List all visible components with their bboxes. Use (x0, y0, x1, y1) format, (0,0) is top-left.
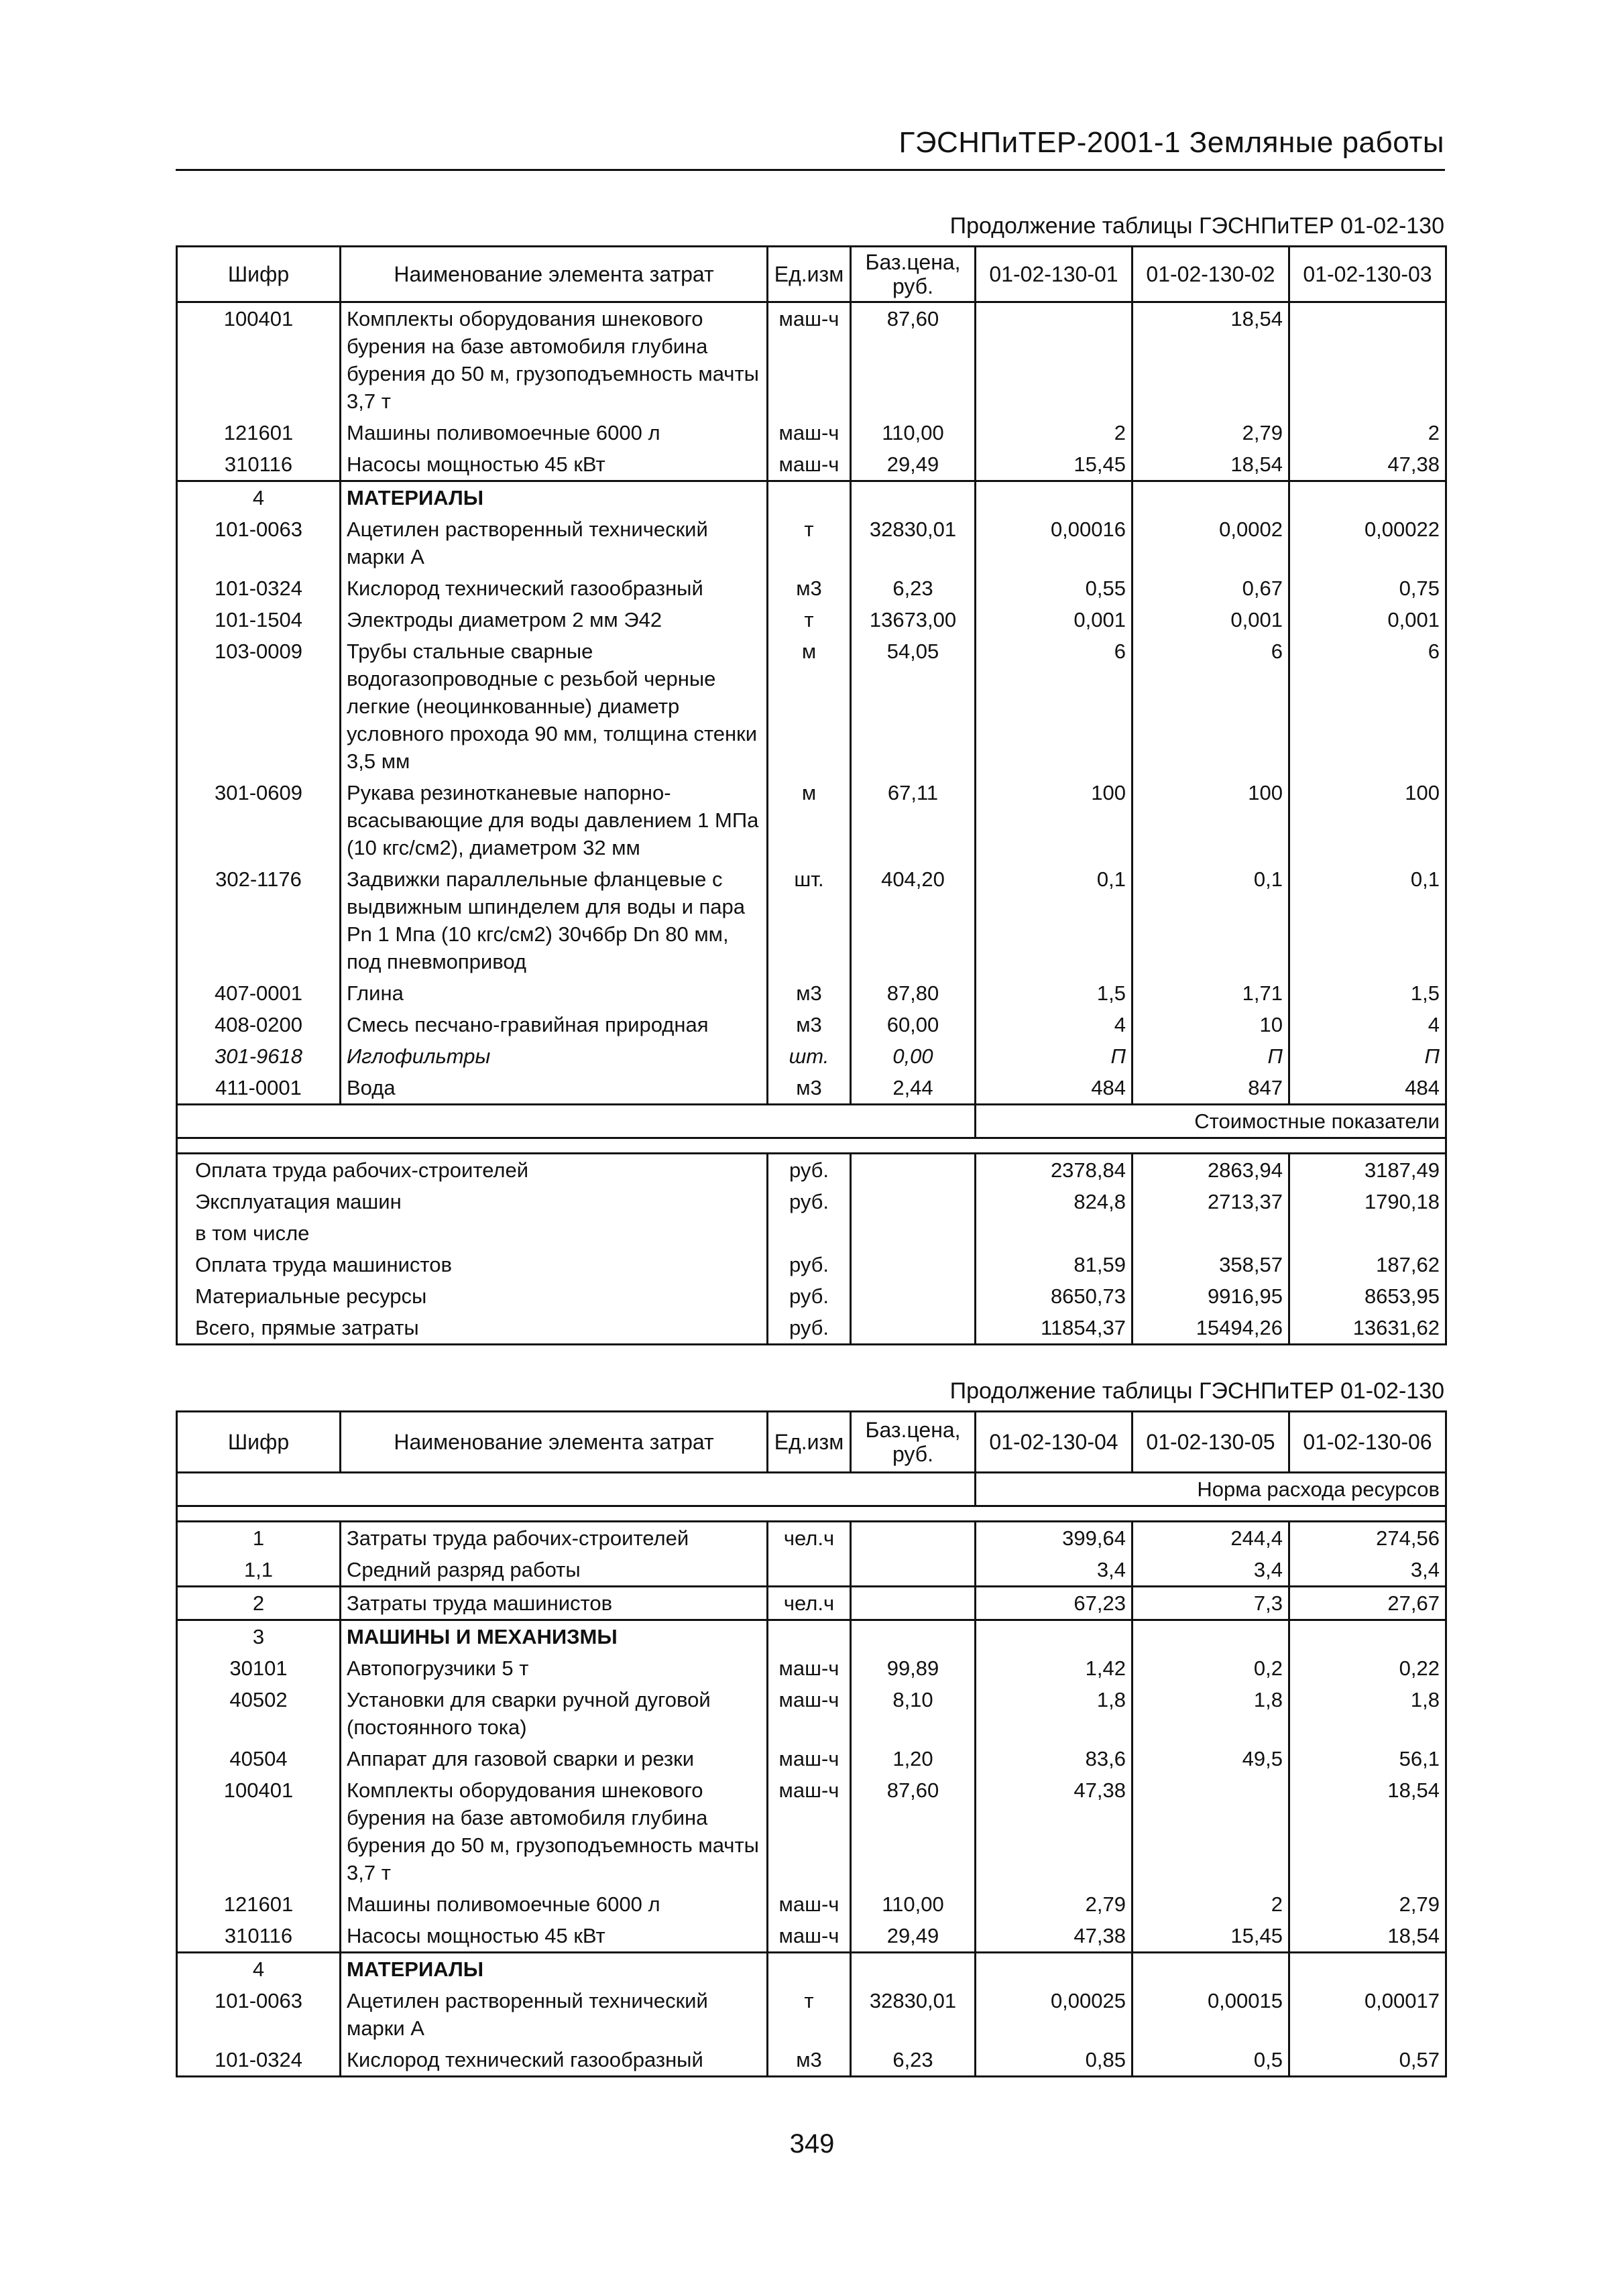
cell-code: 411-0001 (177, 1072, 341, 1105)
cell-name: Аппарат для газовой сварки и резки (341, 1743, 768, 1774)
table2-header-row (177, 1412, 1446, 1473)
col-header-v3: 01-02-130-03 (1289, 247, 1446, 302)
cell-price: 87,60 (851, 302, 976, 418)
cell-v2: 2 (1133, 1888, 1289, 1920)
cell-v3: 100 (1289, 777, 1446, 863)
cell-v3: 274,56 (1289, 1522, 1446, 1555)
cell-v1: 2 (976, 417, 1133, 448)
cell-v3 (1289, 302, 1446, 418)
cell-price: 87,80 (851, 977, 976, 1009)
blank-row (177, 1506, 1446, 1522)
cell-v3: 18,54 (1289, 1920, 1446, 1953)
summary-v2 (1133, 1217, 1289, 1249)
cell-v3: 4 (1289, 1009, 1446, 1040)
col-header-v1: 01-02-130-04 (976, 1412, 1133, 1473)
summary-v1: 2378,84 (976, 1154, 1133, 1187)
cell-v2 (1133, 1774, 1289, 1888)
cell-name: Кислород технический газообразный (341, 572, 768, 604)
cell-price: 54,05 (851, 636, 976, 777)
cell-name: Насосы мощностью 45 кВт (341, 1920, 768, 1953)
summary-name: в том числе (177, 1217, 768, 1249)
cell-price: 2,44 (851, 1072, 976, 1105)
cell-v3 (1289, 1620, 1446, 1653)
col-header-price: Баз.цена, руб. (851, 247, 976, 302)
cell-v2: 6 (1133, 636, 1289, 777)
cost-label: Стоимостные показатели (976, 1105, 1446, 1138)
cell-code: 103-0009 (177, 636, 341, 777)
cell-name: Иглофильтры (341, 1040, 768, 1072)
col-header-v2: 01-02-130-05 (1133, 1412, 1289, 1473)
cell-v3: 0,00022 (1289, 513, 1446, 572)
cell-v1: 0,00025 (976, 1985, 1133, 2044)
cell-unit: м3 (768, 977, 851, 1009)
cell-price: 87,60 (851, 1774, 976, 1888)
cell-price: 29,49 (851, 448, 976, 481)
cell-v3: П (1289, 1040, 1446, 1072)
summary-row (177, 1280, 1446, 1312)
cell-price (851, 1953, 976, 1986)
summary-v3: 187,62 (1289, 1249, 1446, 1280)
cell-price (851, 481, 976, 514)
summary-unit (768, 1217, 851, 1249)
cell-price (851, 1587, 976, 1620)
cell-v2: 0,2 (1133, 1652, 1289, 1684)
summary-v3 (1289, 1217, 1446, 1249)
cell-name: Машины поливомоечные 6000 л (341, 1888, 768, 1920)
table-row (177, 1888, 1446, 1920)
cell-v2: 1,8 (1133, 1684, 1289, 1743)
cell-unit: м (768, 636, 851, 777)
cell-v3: 2,79 (1289, 1888, 1446, 1920)
cell-v3: 0,22 (1289, 1652, 1446, 1684)
cell-name: Комплекты оборудования шнекового бурения на базе автомобиля глубина бурения до 50 м, грузоподъемность мачты 3,7 т (341, 1774, 768, 1888)
cell-name: Комплекты оборудования шнекового бурения на базе автомобиля глубина бурения до 50 м, грузоподъемность мачты 3,7 т (341, 302, 768, 418)
cell-price: 32830,01 (851, 1985, 976, 2044)
cell-v3: 18,54 (1289, 1774, 1446, 1888)
cell-name: Установки для сварки ручной дуговой (постоянного тока) (341, 1684, 768, 1743)
cell-v2: 3,4 (1133, 1554, 1289, 1587)
cell-unit (768, 1554, 851, 1587)
running-header: ГЭСНПиТЕР-2001-1 Земляные работы (898, 126, 1444, 159)
cell-v1: 0,00016 (976, 513, 1133, 572)
cell-v3: 0,00017 (1289, 1985, 1446, 2044)
cell-unit: м3 (768, 1009, 851, 1040)
cell-price: 6,23 (851, 572, 976, 604)
cell-price: 99,89 (851, 1652, 976, 1684)
table-row (177, 1774, 1446, 1888)
cell-v3: 0,1 (1289, 863, 1446, 977)
table-row (177, 1684, 1446, 1743)
cell-v1: 67,23 (976, 1587, 1133, 1620)
cell-v3: 3,4 (1289, 1554, 1446, 1587)
cell-name: Машины поливомоечные 6000 л (341, 417, 768, 448)
cell-v1: 83,6 (976, 1743, 1133, 1774)
table-row (177, 1920, 1446, 1953)
cell-v3 (1289, 1953, 1446, 1986)
summary-v2: 9916,95 (1133, 1280, 1289, 1312)
cell-v1 (976, 1620, 1133, 1653)
cell-v3: 0,001 (1289, 604, 1446, 636)
table2 (176, 1410, 1447, 2077)
cell-code: 40504 (177, 1743, 341, 1774)
cell-v1 (976, 302, 1133, 418)
summary-unit: руб. (768, 1249, 851, 1280)
table1 (176, 245, 1447, 1345)
cell-name: Вода (341, 1072, 768, 1105)
summary-v3: 1790,18 (1289, 1186, 1446, 1217)
cell-name: Ацетилен растворенный технический марки А (341, 513, 768, 572)
cell-v2: 49,5 (1133, 1743, 1289, 1774)
cell-code: 101-0324 (177, 2044, 341, 2077)
cell-v3: 484 (1289, 1072, 1446, 1105)
cell-v3: 47,38 (1289, 448, 1446, 481)
page-number: 349 (789, 2129, 835, 2159)
cell-v1 (976, 481, 1133, 514)
table-row (177, 863, 1446, 977)
cell-v2 (1133, 1620, 1289, 1653)
summary-v2: 358,57 (1133, 1249, 1289, 1280)
cell-code: 101-0063 (177, 513, 341, 572)
table-row (177, 1743, 1446, 1774)
norm-label: Норма расхода ресурсов (976, 1473, 1446, 1506)
table-row (177, 2044, 1446, 2077)
summary-price (851, 1217, 976, 1249)
table-row (177, 1522, 1446, 1555)
col-header-code: Шифр (177, 1412, 341, 1473)
cell-v3: 1,5 (1289, 977, 1446, 1009)
cell-v1 (976, 1953, 1133, 1986)
cell-name: Глина (341, 977, 768, 1009)
table2-caption: Продолжение таблицы ГЭСНПиТЕР 01-02-130 (949, 1378, 1444, 1404)
cell-v2 (1133, 481, 1289, 514)
table-row (177, 977, 1446, 1009)
cell-unit: маш-ч (768, 448, 851, 481)
cell-v2: 0,0002 (1133, 513, 1289, 572)
summary-row (177, 1217, 1446, 1249)
cell-v1: 2,79 (976, 1888, 1133, 1920)
cell-v2: 0,00015 (1133, 1985, 1289, 2044)
cell-name: Средний разряд работы (341, 1554, 768, 1587)
cell-code: 310116 (177, 448, 341, 481)
summary-v3: 3187,49 (1289, 1154, 1446, 1187)
cell-name: Затраты труда рабочих-строителей (341, 1522, 768, 1555)
summary-v2: 15494,26 (1133, 1312, 1289, 1345)
cell-code: 121601 (177, 1888, 341, 1920)
blank-row (177, 1138, 1446, 1154)
summary-name: Оплата труда рабочих-строителей (177, 1154, 768, 1187)
section-title: МАШИНЫ И МЕХАНИЗМЫ (341, 1620, 768, 1653)
summary-unit: руб. (768, 1154, 851, 1187)
cell-v1: 47,38 (976, 1920, 1133, 1953)
table-row (177, 604, 1446, 636)
cell-code: 1 (177, 1522, 341, 1555)
cell-code: 408-0200 (177, 1009, 341, 1040)
cell-unit: м (768, 777, 851, 863)
cell-unit: маш-ч (768, 1684, 851, 1743)
cell-v2: 18,54 (1133, 302, 1289, 418)
cell-code: 3 (177, 1620, 341, 1653)
col-header-name: Наименование элемента затрат (341, 247, 768, 302)
cell-price: 1,20 (851, 1743, 976, 1774)
cell-code: 101-0324 (177, 572, 341, 604)
summary-unit: руб. (768, 1280, 851, 1312)
cell-code: 121601 (177, 417, 341, 448)
cell-price (851, 1620, 976, 1653)
table-row (177, 302, 1446, 418)
table-row (177, 448, 1446, 481)
cell-v2: 2,79 (1133, 417, 1289, 448)
cell-unit: м3 (768, 2044, 851, 2077)
section-row-materials (177, 481, 1446, 514)
cell-unit: чел.ч (768, 1587, 851, 1620)
cell-v1: 47,38 (976, 1774, 1133, 1888)
summary-v1: 81,59 (976, 1249, 1133, 1280)
summary-v3: 13631,62 (1289, 1312, 1446, 1345)
cell-code: 100401 (177, 1774, 341, 1888)
section-row-machines (177, 1620, 1446, 1653)
cell-v1: 1,5 (976, 977, 1133, 1009)
cell-unit: маш-ч (768, 1743, 851, 1774)
cell-unit: маш-ч (768, 417, 851, 448)
col-header-v3: 01-02-130-06 (1289, 1412, 1446, 1473)
norm-label-row (177, 1473, 1446, 1506)
table-row (177, 1040, 1446, 1072)
cell-v3: 56,1 (1289, 1743, 1446, 1774)
cell-code: 101-1504 (177, 604, 341, 636)
cell-v1: 1,8 (976, 1684, 1133, 1743)
cell-unit: м3 (768, 1072, 851, 1105)
cell-price: 60,00 (851, 1009, 976, 1040)
cell-code: 4 (177, 481, 341, 514)
cell-unit: маш-ч (768, 1888, 851, 1920)
summary-row (177, 1249, 1446, 1280)
col-header-unit: Ед.изм (768, 247, 851, 302)
col-header-v1: 01-02-130-01 (976, 247, 1133, 302)
cell-price: 8,10 (851, 1684, 976, 1743)
table-row (177, 572, 1446, 604)
table-row (177, 513, 1446, 572)
cell-unit (768, 481, 851, 514)
cell-v3: 0,75 (1289, 572, 1446, 604)
summary-name: Оплата труда машинистов (177, 1249, 768, 1280)
section-title: МАТЕРИАЛЫ (341, 1953, 768, 1986)
cell-price (851, 1522, 976, 1555)
cell-code: 2 (177, 1587, 341, 1620)
table-row (177, 1652, 1446, 1684)
cell-v3: 6 (1289, 636, 1446, 777)
summary-v2: 2713,37 (1133, 1186, 1289, 1217)
cell-v2: 18,54 (1133, 448, 1289, 481)
cell-name: Смесь песчано-гравийная природная (341, 1009, 768, 1040)
cell-price: 32830,01 (851, 513, 976, 572)
cell-code: 301-9618 (177, 1040, 341, 1072)
cell-v1: 100 (976, 777, 1133, 863)
cell-v2: П (1133, 1040, 1289, 1072)
summary-v1: 824,8 (976, 1186, 1133, 1217)
summary-v2: 2863,94 (1133, 1154, 1289, 1187)
cell-unit: чел.ч (768, 1522, 851, 1555)
cell-price: 6,23 (851, 2044, 976, 2077)
col-header-unit: Ед.изм (768, 1412, 851, 1473)
cell-v1: П (976, 1040, 1133, 1072)
table-row (177, 1554, 1446, 1587)
summary-row (177, 1312, 1446, 1345)
cell-unit (768, 1953, 851, 1986)
summary-v1 (976, 1217, 1133, 1249)
cell-v1: 0,85 (976, 2044, 1133, 2077)
summary-row (177, 1154, 1446, 1187)
table-row (177, 417, 1446, 448)
summary-price (851, 1186, 976, 1217)
cell-code: 30101 (177, 1652, 341, 1684)
cell-v3: 0,57 (1289, 2044, 1446, 2077)
col-header-code: Шифр (177, 247, 341, 302)
cell-unit: м3 (768, 572, 851, 604)
cell-v1: 6 (976, 636, 1133, 777)
summary-name: Эксплуатация машин (177, 1186, 768, 1217)
cell-v2: 1,71 (1133, 977, 1289, 1009)
cell-v1: 399,64 (976, 1522, 1133, 1555)
summary-price (851, 1154, 976, 1187)
cell-code: 40502 (177, 1684, 341, 1743)
cell-v2: 0,001 (1133, 604, 1289, 636)
cell-unit: шт. (768, 1040, 851, 1072)
summary-price (851, 1312, 976, 1345)
cell-v3: 27,67 (1289, 1587, 1446, 1620)
cell-unit: т (768, 604, 851, 636)
cell-code: 302-1176 (177, 863, 341, 977)
cell-name: Насосы мощностью 45 кВт (341, 448, 768, 481)
cell-name: Автопогрузчики 5 т (341, 1652, 768, 1684)
header-rule (176, 169, 1445, 171)
table-row (177, 1587, 1446, 1620)
col-header-price: Баз.цена, руб. (851, 1412, 976, 1473)
table1-header-row (177, 247, 1446, 302)
blank-cell (177, 1506, 1446, 1522)
summary-v1: 8650,73 (976, 1280, 1133, 1312)
cell-unit: шт. (768, 863, 851, 977)
cell-v2: 7,3 (1133, 1587, 1289, 1620)
cell-v1: 1,42 (976, 1652, 1133, 1684)
summary-name: Материальные ресурсы (177, 1280, 768, 1312)
cell-v2: 0,1 (1133, 863, 1289, 977)
cell-code: 101-0063 (177, 1985, 341, 2044)
norm-label-spacer (177, 1473, 976, 1506)
cell-unit: маш-ч (768, 1774, 851, 1888)
summary-v3: 8653,95 (1289, 1280, 1446, 1312)
cell-name: Электроды диаметром 2 мм Э42 (341, 604, 768, 636)
cell-v3 (1289, 481, 1446, 514)
cell-price: 110,00 (851, 1888, 976, 1920)
cell-price: 67,11 (851, 777, 976, 863)
cell-price: 13673,00 (851, 604, 976, 636)
cell-unit: маш-ч (768, 1652, 851, 1684)
table-row (177, 1009, 1446, 1040)
summary-unit: руб. (768, 1186, 851, 1217)
cell-name: Задвижки параллельные фланцевые с выдвижным шпинделем для воды и пара Pn 1 Мпа (10 кгс/см2) 30ч6бр Dn 80 мм, под пневмопривод (341, 863, 768, 977)
cell-unit: т (768, 513, 851, 572)
summary-unit: руб. (768, 1312, 851, 1345)
cost-label-spacer (177, 1105, 976, 1138)
cell-price (851, 1554, 976, 1587)
blank-cell (177, 1138, 1446, 1154)
summary-name: Всего, прямые затраты (177, 1312, 768, 1345)
cell-v1: 0,1 (976, 863, 1133, 977)
col-header-v2: 01-02-130-02 (1133, 247, 1289, 302)
cell-v2: 100 (1133, 777, 1289, 863)
cell-name: Рукава резинотканевые напорно-всасывающие для воды давлением 1 МПа (10 кгс/см2), диаметром 32 мм (341, 777, 768, 863)
cell-code: 1,1 (177, 1554, 341, 1587)
cell-price: 110,00 (851, 417, 976, 448)
cell-price: 0,00 (851, 1040, 976, 1072)
cost-label-row (177, 1105, 1446, 1138)
cell-name: Затраты труда машинистов (341, 1587, 768, 1620)
cell-v1: 484 (976, 1072, 1133, 1105)
summary-v1: 11854,37 (976, 1312, 1133, 1345)
cell-v3: 1,8 (1289, 1684, 1446, 1743)
section-title: МАТЕРИАЛЫ (341, 481, 768, 514)
table1-caption: Продолжение таблицы ГЭСНПиТЕР 01-02-130 (949, 213, 1444, 239)
cell-v2: 15,45 (1133, 1920, 1289, 1953)
cell-unit: т (768, 1985, 851, 2044)
cell-v1: 15,45 (976, 448, 1133, 481)
cell-price: 404,20 (851, 863, 976, 977)
cell-v3: 2 (1289, 417, 1446, 448)
cell-unit: маш-ч (768, 302, 851, 418)
section-row-materials (177, 1953, 1446, 1986)
cell-v2: 244,4 (1133, 1522, 1289, 1555)
cell-name: Трубы стальные сварные водогазопроводные с резьбой черные легкие (неоцинкованные) диаметр условного прохода 90 мм, толщина стенки 3,5 мм (341, 636, 768, 777)
cell-v1: 0,55 (976, 572, 1133, 604)
table-row (177, 1072, 1446, 1105)
cell-v2: 10 (1133, 1009, 1289, 1040)
col-header-name: Наименование элемента затрат (341, 1412, 768, 1473)
cell-price: 29,49 (851, 1920, 976, 1953)
cell-code: 301-0609 (177, 777, 341, 863)
cell-name: Ацетилен растворенный технический марки А (341, 1985, 768, 2044)
table-row (177, 1985, 1446, 2044)
cell-v1: 4 (976, 1009, 1133, 1040)
summary-price (851, 1249, 976, 1280)
cell-v2: 0,5 (1133, 2044, 1289, 2077)
cell-code: 4 (177, 1953, 341, 1986)
cell-v1: 3,4 (976, 1554, 1133, 1587)
cell-unit (768, 1620, 851, 1653)
summary-row (177, 1186, 1446, 1217)
cell-code: 100401 (177, 302, 341, 418)
cell-code: 310116 (177, 1920, 341, 1953)
table-row (177, 636, 1446, 777)
cell-v2 (1133, 1953, 1289, 1986)
cell-code: 407-0001 (177, 977, 341, 1009)
summary-price (851, 1280, 976, 1312)
cell-name: Кислород технический газообразный (341, 2044, 768, 2077)
cell-v2: 847 (1133, 1072, 1289, 1105)
cell-v2: 0,67 (1133, 572, 1289, 604)
cell-unit: маш-ч (768, 1920, 851, 1953)
table-row (177, 777, 1446, 863)
cell-v1: 0,001 (976, 604, 1133, 636)
